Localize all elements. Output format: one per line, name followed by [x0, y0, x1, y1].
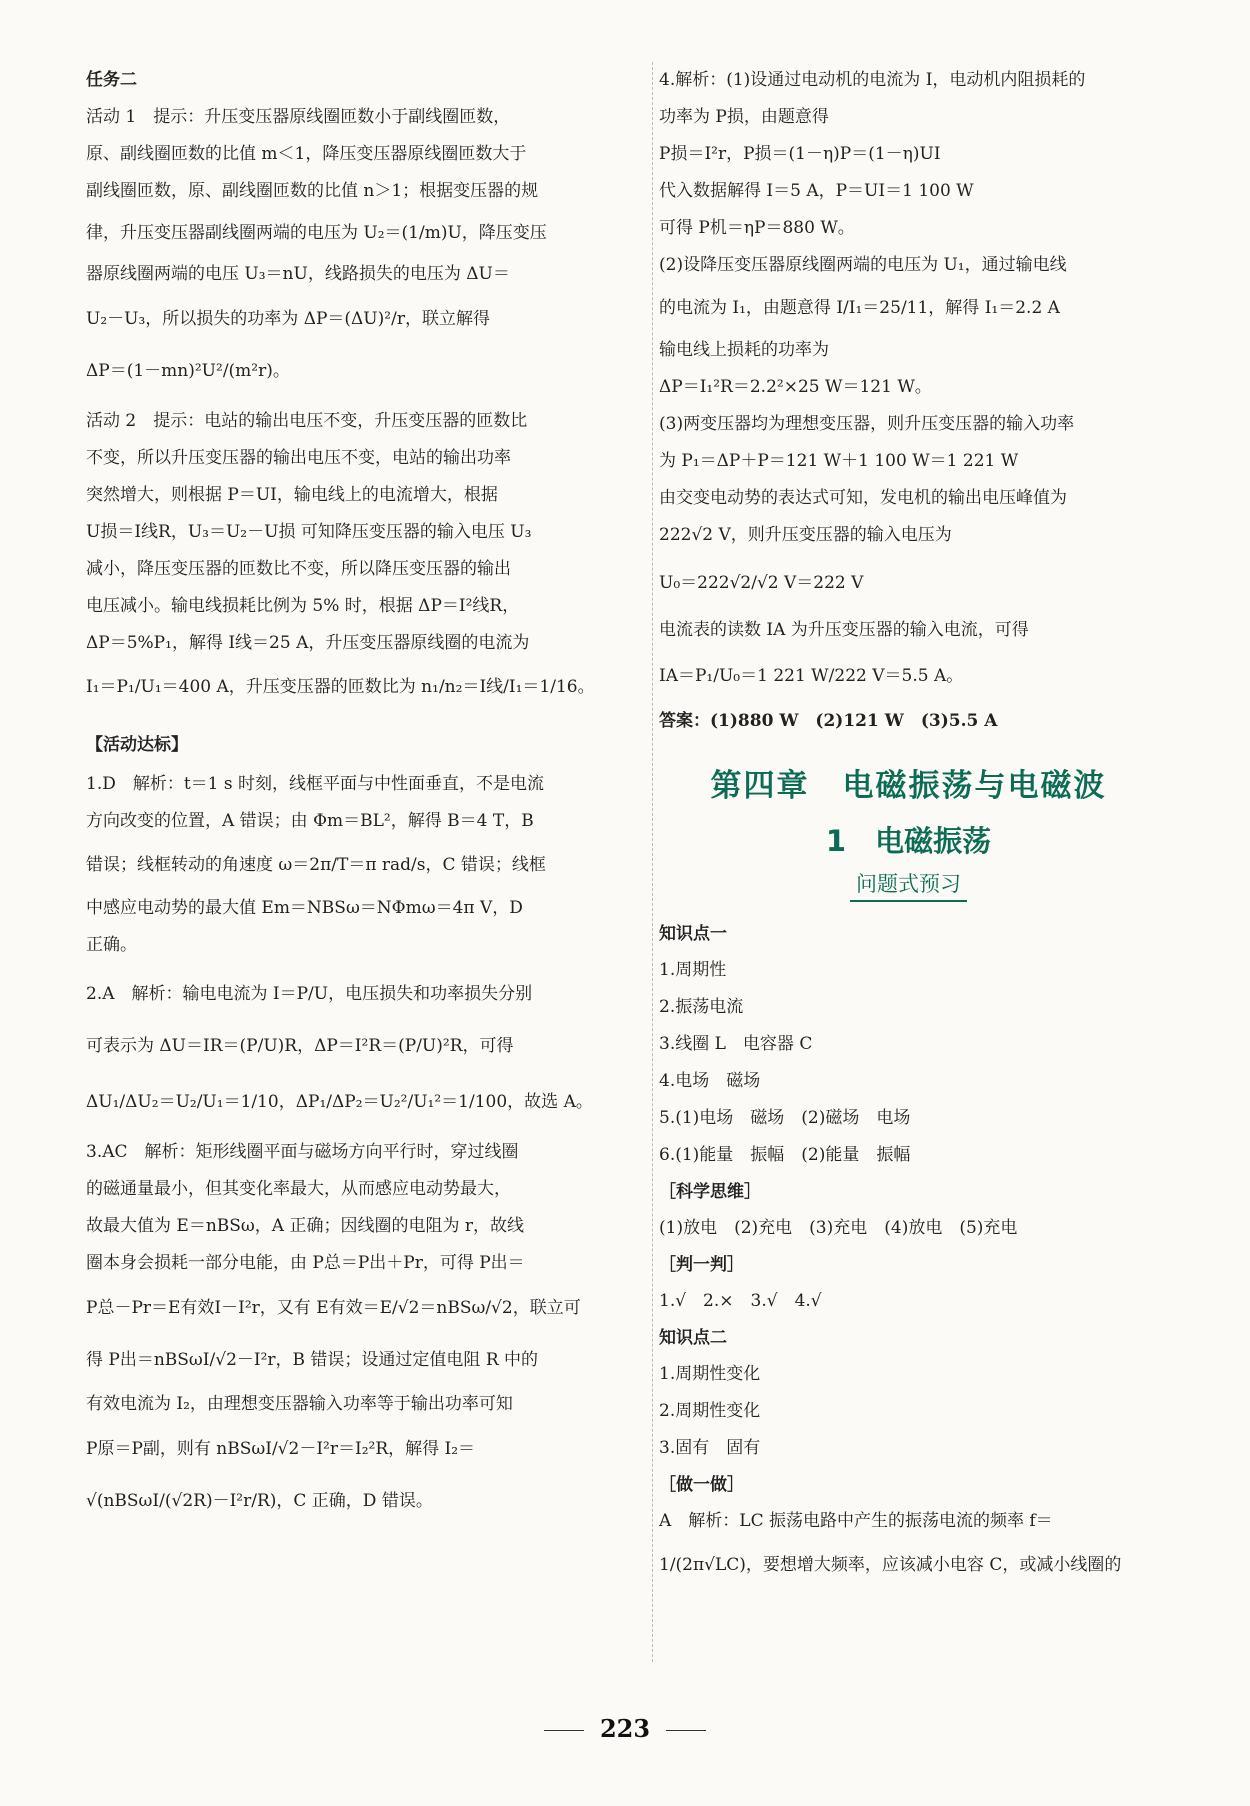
text-line: ΔP＝5%P₁，解得 I线＝25 A，升压变压器原线圈的电流为 — [86, 633, 530, 653]
text-line: 减小，降压变压器的匝数比不变，所以降压变压器的输出 — [86, 559, 511, 579]
text-line: 不变，所以升压变压器的输出电压不变，电站的输出功率 — [86, 448, 511, 468]
footer-dash — [666, 1730, 706, 1731]
text-line: 功率为 P损，由题意得 — [659, 107, 829, 127]
text-line: I₁＝P₁/U₁＝400 A，升压变压器的匝数比为 n₁/n₂＝I线/I₁＝1/16。 — [86, 677, 595, 697]
text-line: 故最大值为 E＝nBSω，A 正确；因线圈的电阻为 r，故线 — [86, 1216, 524, 1236]
preview-tag-label: 问题式预习 — [850, 868, 967, 902]
list-item: 3.线圈 L 电容器 C — [659, 1034, 813, 1054]
text-line: 得 P出＝nBSωI/√2－I²r，B 错误；设通过定值电阻 R 中的 — [86, 1350, 539, 1370]
chapter-title: 第四章 电磁振荡与电磁波 — [710, 768, 1107, 804]
question-3 — [86, 1134, 606, 1527]
text-line: P总－Pr＝E有效I－I²r，又有 E有效＝E/√2＝nBSω/√2，联立可 — [86, 1298, 581, 1318]
do-heading: ［做一做］ — [659, 1475, 744, 1495]
list-item: 2.周期性变化 — [659, 1401, 761, 1421]
text-line: 活动 2 提示：电站的输出电压不变，升压变压器的匝数比 — [86, 411, 528, 431]
judge-answers: 1.√ 2.× 3.√ 4.√ — [659, 1291, 822, 1311]
footer-dash — [544, 1730, 584, 1731]
text-line: 正确。 — [86, 935, 137, 955]
judge-heading: ［判一判］ — [659, 1255, 744, 1275]
question-4 — [659, 62, 1158, 740]
text-line: U₂－U₃，所以损失的功率为 ΔP＝(ΔU)²/r，联立解得 — [86, 309, 490, 329]
text-line: IA＝P₁/U₀＝1 221 W/222 V＝5.5 A。 — [659, 666, 964, 686]
text-line: ΔU₁/ΔU₂＝U₂/U₁＝1/10，ΔP₁/ΔP₂＝U₂²/U₁²＝1/100，故选 A。 — [86, 1092, 593, 1112]
list-item: 5.(1)电场 磁场 (2)磁场 电场 — [659, 1108, 911, 1128]
text-line: 2.A 解析：输电电流为 I＝P/U，电压损失和功率损失分别 — [86, 984, 533, 1004]
question-2 — [86, 970, 606, 1130]
text-line: 错误；线框转动的角速度 ω＝2π/T＝π rad/s，C 错误；线框 — [86, 855, 546, 875]
list-item: 3.固有 固有 — [659, 1438, 761, 1458]
text-line: (3)两变压器均为理想变压器，则升压变压器的输入功率 — [659, 414, 1075, 434]
list-item: 1.周期性 — [659, 960, 727, 980]
text-line: 律，升压变压器副线圈两端的电压为 U₂＝(1/m)U，降压变压 — [86, 223, 547, 243]
left-column — [86, 62, 606, 1527]
question-1 — [86, 766, 606, 964]
section-title: 1 电磁振荡 — [825, 824, 992, 858]
text-line: (2)设降压变压器原线圈两端的电压为 U₁，通过输电线 — [659, 255, 1067, 275]
text-line: P原＝P副，则有 nBSωI/√2－I²r＝I₂²R，解得 I₂＝ — [86, 1439, 476, 1459]
page-footer — [0, 1714, 1250, 1743]
answer-line: 答案：(1)880 W (2)121 W (3)5.5 A — [659, 711, 998, 731]
text-line: 可表示为 ΔU＝IR＝(P/U)R，ΔP＝I²R＝(P/U)²R，可得 — [86, 1036, 514, 1056]
text-line: 输电线上损耗的功率为 — [659, 340, 829, 360]
text-line: 代入数据解得 I＝5 A，P＝UI＝1 100 W — [659, 181, 974, 201]
text-line: 4.解析：(1)设通过电动机的电流为 I，电动机内阻损耗的 — [659, 70, 1086, 90]
text-line: ΔP＝(1－mn)²U²/(m²r)。 — [86, 361, 290, 381]
text-line: ΔP＝I₁²R＝2.2²×25 W＝121 W。 — [659, 377, 932, 397]
page-number: 223 — [599, 1714, 651, 1743]
text-line: U损＝I线R，U₃＝U₂－U损 可知降压变压器的输入电压 U₃ — [86, 522, 532, 542]
text-line: A 解析：LC 振荡电路中产生的振荡电流的频率 f＝ — [659, 1511, 1053, 1531]
text-line: U₀＝222√2/√2 V＝222 V — [659, 573, 864, 593]
text-line: P损＝I²r，P损＝(1－η)P＝(1－η)UI — [659, 144, 941, 164]
text-line: 原、副线圈匝数的比值 m＜1，降压变压器原线圈匝数大于 — [86, 144, 527, 164]
activity1-block — [86, 99, 606, 397]
text-line: 的磁通量最小，但其变化率最大，从而感应电动势最大， — [86, 1179, 511, 1199]
preview-tag — [659, 868, 1158, 902]
text-line: 圈本身会损耗一部分电能，由 P总＝P出＋Pr，可得 P出＝ — [86, 1253, 525, 1273]
text-line: 为 P₁＝ΔP＋P＝121 W＋1 100 W＝1 221 W — [659, 451, 1019, 471]
text-line: √(nBSωI/(√2R)－I²r/R)，C 正确，D 错误。 — [86, 1491, 433, 1511]
kp1-heading: 知识点一 — [659, 924, 727, 944]
task-heading: 任务二 — [86, 70, 137, 90]
sci-heading: ［科学思维］ — [659, 1182, 761, 1202]
text-line: 突然增大，则根据 P＝UI，输电线上的电流增大，根据 — [86, 485, 498, 505]
text-line: 可得 P机＝ηP＝880 W。 — [659, 218, 855, 238]
text-line: 3.AC 解析：矩形线圈平面与磁场方向平行时，穿过线圈 — [86, 1142, 519, 1162]
right-column — [652, 62, 1158, 1662]
text-line: 中感应电动势的最大值 Em＝NBSω＝NΦmω＝4π V，D — [86, 898, 523, 918]
text-line: 电压减小。输电线损耗比例为 5% 时，根据 ΔP＝I²线R， — [86, 596, 520, 616]
sci-answers: (1)放电 (2)充电 (3)充电 (4)放电 (5)充电 — [659, 1218, 1018, 1238]
text-line: 电流表的读数 IA 为升压变压器的输入电流，可得 — [659, 620, 1029, 640]
text-line: 器原线圈两端的电压 U₃＝nU，线路损失的电压为 ΔU＝ — [86, 264, 510, 284]
list-item: 6.(1)能量 振幅 (2)能量 振幅 — [659, 1145, 911, 1165]
text-line: 1/(2π√LC)，要想增大频率，应该减小电容 C，或减小线圈的 — [659, 1555, 1122, 1575]
text-line: 活动 1 提示：升压变压器原线圈匝数小于副线圈匝数， — [86, 107, 511, 127]
text-line: 副线圈匝数，原、副线圈匝数的比值 n＞1；根据变压器的规 — [86, 181, 539, 201]
list-item: 1.周期性变化 — [659, 1364, 761, 1384]
kp2-heading: 知识点二 — [659, 1328, 727, 1348]
text-line: 222√2 V，则升压变压器的输入电压为 — [659, 525, 952, 545]
text-line: 方向改变的位置，A 错误；由 Φm＝BL²，解得 B＝4 T，B — [86, 811, 534, 831]
list-item: 2.振荡电流 — [659, 997, 744, 1017]
text-line: 1.D 解析：t＝1 s 时刻，线框平面与中性面垂直，不是电流 — [86, 774, 545, 794]
standards-heading: 【活动达标】 — [86, 735, 188, 755]
text-line: 的电流为 I₁，由题意得 I/I₁＝25/11，解得 I₁＝2.2 A — [659, 298, 1060, 318]
text-line: 有效电流为 I₂，由理想变压器输入功率等于输出功率可知 — [86, 1394, 513, 1414]
text-line: 由交变电动势的表达式可知，发电机的输出电压峰值为 — [659, 488, 1067, 508]
list-item: 4.电场 磁场 — [659, 1071, 761, 1091]
activity2-block — [86, 403, 606, 712]
